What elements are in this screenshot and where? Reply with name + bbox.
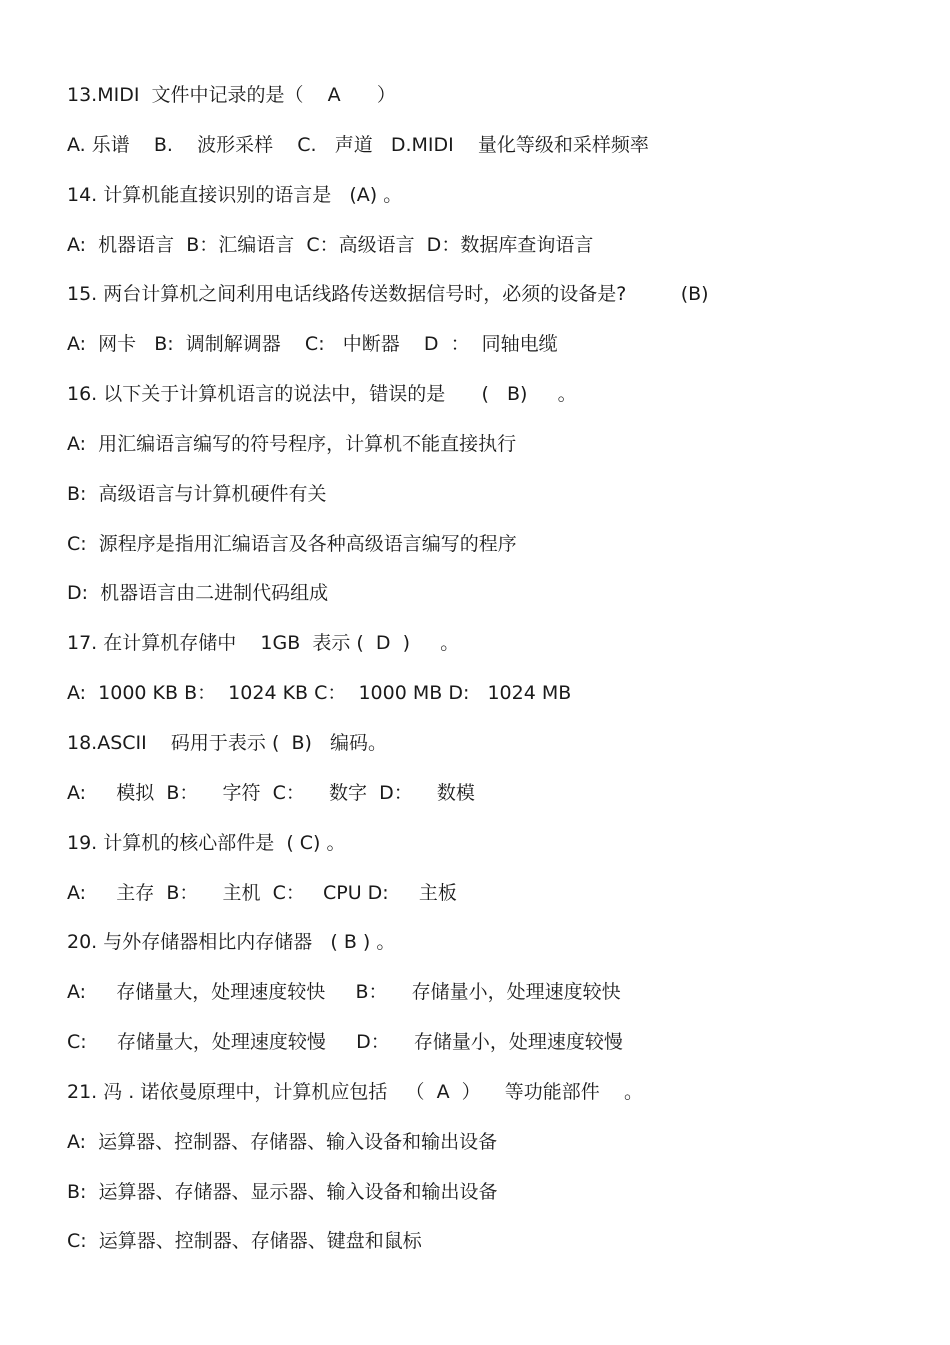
- question-15-stem: 15. 两台计算机之间利用电话线路传送数据信号时，必须的设备是? (B): [67, 283, 709, 306]
- question-20-options-cd: C: 存储量大，处理速度较慢 D： 存储量小，处理速度较慢: [67, 1031, 623, 1054]
- question-16-stem: 16. 以下关于计算机语言的说法中，错误的是 ( B) 。: [67, 383, 577, 406]
- question-19-options: A: 主存 B： 主机 C： CPU D: 主板: [67, 881, 457, 904]
- question-15-options: A: 网卡 B: 调制解调器 C: 中断器 D ： 同轴电缆: [67, 333, 558, 356]
- question-21-option-b: B: 运算器、存储器、显示器、输入设备和输出设备: [67, 1180, 498, 1203]
- question-17-stem: 17. 在计算机存储中 1GB 表示 ( D ) 。: [67, 632, 460, 655]
- question-14-stem: 14. 计算机能直接识别的语言是 (A) 。: [67, 183, 403, 206]
- question-21-option-c: C: 运算器、控制器、存储器、键盘和鼠标: [67, 1230, 422, 1253]
- question-18-stem: 18.ASCII 码用于表示 ( B) 编码。: [67, 731, 388, 754]
- question-20-options-ab: A: 存储量大，处理速度较快 B： 存储量小，处理速度较快: [67, 981, 621, 1004]
- question-16-option-c: C: 源程序是指用汇编语言及各种高级语言编写的程序: [67, 532, 517, 555]
- question-14-options: A: 机器语言 B：汇编语言 C：高级语言 D：数据库查询语言: [67, 233, 594, 256]
- question-20-stem: 20. 与外存储器相比内存储器 ( B ) 。: [67, 931, 396, 954]
- question-13-options: A. 乐谱 B. 波形采样 C. 声道 D.MIDI 量化等级和采样频率: [67, 133, 649, 156]
- question-16-option-a: A: 用汇编语言编写的符号程序，计算机不能直接执行: [67, 432, 517, 455]
- question-19-stem: 19. 计算机的核心部件是 ( C) 。: [67, 831, 346, 854]
- question-list: [67, 80, 907, 1276]
- question-18-options: A: 模拟 B： 字符 C： 数字 D： 数模: [67, 781, 475, 804]
- question-16-option-d: D: 机器语言由二进制代码组成: [67, 582, 329, 605]
- question-21-option-a: A: 运算器、控制器、存储器、输入设备和输出设备: [67, 1130, 498, 1153]
- question-16-option-b: B: 高级语言与计算机硬件有关: [67, 482, 327, 505]
- question-21-stem: 21. 冯 . 诺依曼原理中，计算机应包括 （ A ） 等功能部件 。: [67, 1080, 643, 1103]
- question-17-options: A: 1000 KB B： 1024 KB C： 1000 MB D: 1024 MB: [67, 682, 572, 705]
- question-13-stem: 13.MIDI 文件中记录的是（ A ）: [67, 84, 396, 106]
